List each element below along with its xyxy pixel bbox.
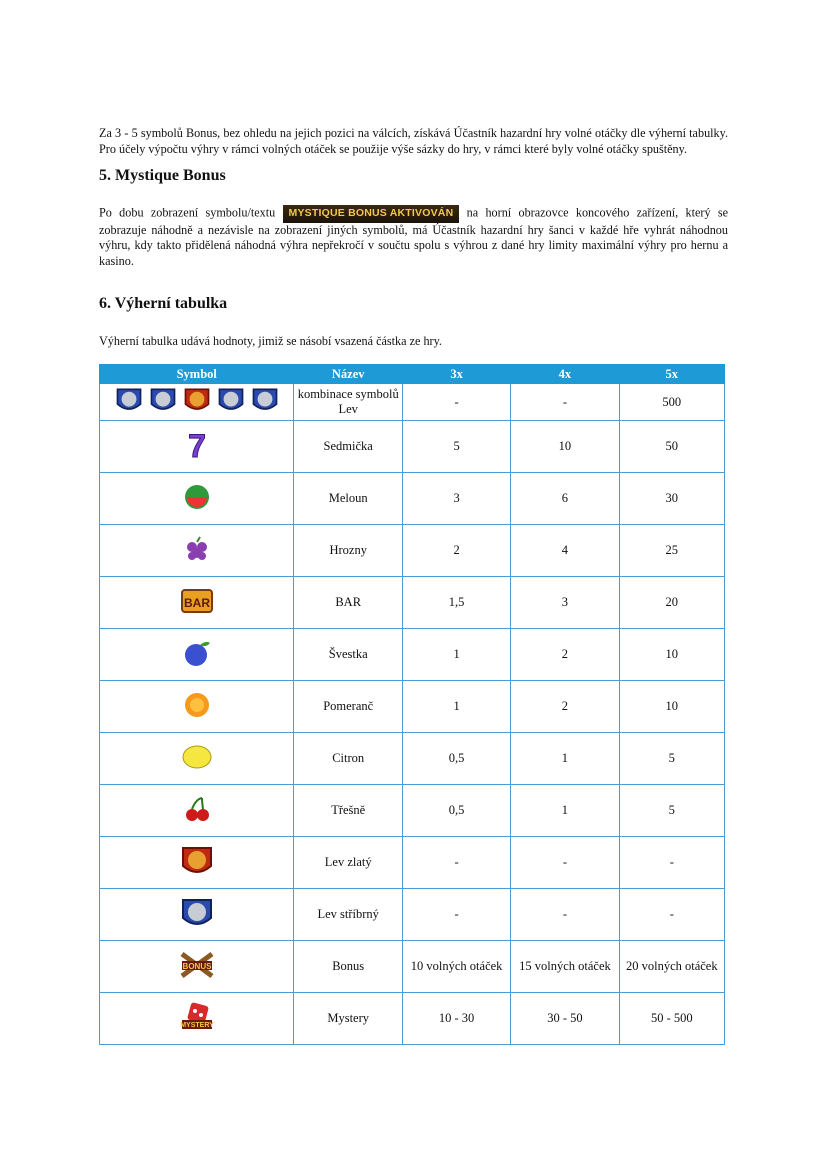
value-3x: - bbox=[402, 384, 510, 421]
value-4x: - bbox=[511, 889, 619, 941]
value-4x: - bbox=[511, 837, 619, 889]
symbol-cell bbox=[100, 733, 294, 785]
table-row bbox=[100, 837, 725, 889]
table-row bbox=[100, 733, 725, 785]
lion-silver-icon bbox=[250, 386, 280, 418]
paytable bbox=[99, 364, 725, 1045]
value-4x: 1 bbox=[511, 785, 619, 837]
seven-icon bbox=[184, 430, 210, 464]
header-name: Název bbox=[294, 365, 402, 384]
value-3x: 5 bbox=[402, 421, 510, 473]
lion-gold-icon bbox=[179, 844, 215, 882]
value-3x: - bbox=[402, 837, 510, 889]
name-cell: Meloun bbox=[294, 473, 402, 525]
value-4x: 2 bbox=[511, 629, 619, 681]
cherry-icon bbox=[182, 794, 212, 828]
value-3x: 1 bbox=[402, 681, 510, 733]
table-row bbox=[100, 577, 725, 629]
table-row bbox=[100, 785, 725, 837]
svg-text:7: 7 bbox=[187, 429, 206, 460]
table-row bbox=[100, 629, 725, 681]
lion-silver-icon bbox=[148, 386, 178, 418]
name-cell: Švestka bbox=[294, 629, 402, 681]
mystery-icon bbox=[180, 1002, 214, 1036]
symbol-cell bbox=[100, 629, 294, 681]
symbol-cell bbox=[100, 384, 294, 421]
value-4x: 4 bbox=[511, 525, 619, 577]
header-5x: 5x bbox=[619, 365, 724, 384]
lemon-icon bbox=[181, 742, 213, 776]
value-3x: 0,5 bbox=[402, 785, 510, 837]
value-4x: 6 bbox=[511, 473, 619, 525]
table-row bbox=[100, 941, 725, 993]
table-row bbox=[100, 681, 725, 733]
value-3x: 2 bbox=[402, 525, 510, 577]
value-5x: - bbox=[619, 837, 724, 889]
value-4x: - bbox=[511, 384, 619, 421]
bar-icon bbox=[181, 588, 213, 618]
symbol-cell bbox=[100, 681, 294, 733]
value-5x: 20 volných otáček bbox=[619, 941, 724, 993]
symbol-cell bbox=[100, 577, 294, 629]
table-row bbox=[100, 421, 725, 473]
name-cell: kombinace symbolů Lev bbox=[294, 384, 402, 421]
value-5x: - bbox=[619, 889, 724, 941]
value-5x: 30 bbox=[619, 473, 724, 525]
name-cell: Citron bbox=[294, 733, 402, 785]
name-cell: Pomeranč bbox=[294, 681, 402, 733]
symbol-cell bbox=[100, 421, 294, 473]
symbol-cell bbox=[100, 837, 294, 889]
svg-text:BAR: BAR bbox=[183, 595, 210, 610]
value-5x: 10 bbox=[619, 681, 724, 733]
lion-gold-icon bbox=[182, 386, 212, 418]
value-3x: 1 bbox=[402, 629, 510, 681]
table-row bbox=[100, 525, 725, 577]
svg-text:BONUS: BONUS bbox=[182, 961, 212, 971]
value-5x: 50 bbox=[619, 421, 724, 473]
section-6-paragraph: Výherní tabulka udává hodnoty, jimiž se násobí vsazená částka ze hry. bbox=[99, 334, 442, 348]
intro-paragraph: Za 3 - 5 symbolů Bonus, bez ohledu na jejich pozici na válcích, získává Účastník hazardní hry volné otáčky dle výherní tabulky. Pro účely výpočtu výhry v rámci volných otáček se použije výše sázky do hry, v rámci které byly volné otáčky spuštěny. bbox=[99, 126, 728, 156]
name-cell: Bonus bbox=[294, 941, 402, 993]
symbol-cell bbox=[100, 525, 294, 577]
value-4x: 15 volných otáček bbox=[511, 941, 619, 993]
table-row bbox=[100, 384, 725, 421]
text-after: na horní obrazovce koncového zařízení, který se zobrazuje náhodně a nezávisle na zobrazení jiných symbolů, má Účastník hazardní hry šanci v každé hře vyhrát náhodnou výhru, kdy takto přidělená náhodná výhra nepřekročí v součtu spolu s výhrou z dané hry limity maximální výhry pro hernu a kasino. bbox=[99, 205, 729, 268]
value-3x: 0,5 bbox=[402, 733, 510, 785]
symbol-cell bbox=[100, 889, 294, 941]
grapes-icon bbox=[182, 534, 212, 568]
value-5x: 50 - 500 bbox=[619, 993, 724, 1045]
section-5-heading: 5. Mystique Bonus bbox=[99, 167, 226, 184]
value-5x: 10 bbox=[619, 629, 724, 681]
value-3x: 1,5 bbox=[402, 577, 510, 629]
value-3x: 10 volných otáček bbox=[402, 941, 510, 993]
plum-icon bbox=[182, 638, 212, 672]
symbol-cell bbox=[100, 785, 294, 837]
symbol-cell bbox=[100, 941, 294, 993]
name-cell: Třešně bbox=[294, 785, 402, 837]
name-cell: Lev stříbrný bbox=[294, 889, 402, 941]
header-symbol: Symbol bbox=[100, 365, 294, 384]
name-cell: Mystery bbox=[294, 993, 402, 1045]
bonus-icon bbox=[179, 951, 215, 983]
section-5-paragraph bbox=[99, 205, 728, 269]
value-5x: 25 bbox=[619, 525, 724, 577]
name-cell: Sedmička bbox=[294, 421, 402, 473]
symbol-cell bbox=[100, 993, 294, 1045]
table-header bbox=[100, 365, 725, 384]
value-4x: 3 bbox=[511, 577, 619, 629]
mystique-bonus-banner: MYSTIQUE BONUS AKTIVOVÁN bbox=[283, 205, 460, 223]
table-row bbox=[100, 993, 725, 1045]
value-3x: 3 bbox=[402, 473, 510, 525]
header-3x: 3x bbox=[402, 365, 510, 384]
name-cell: Lev zlatý bbox=[294, 837, 402, 889]
name-cell: Hrozny bbox=[294, 525, 402, 577]
name-cell: BAR bbox=[294, 577, 402, 629]
value-5x: 5 bbox=[619, 733, 724, 785]
value-4x: 1 bbox=[511, 733, 619, 785]
value-5x: 5 bbox=[619, 785, 724, 837]
header-4x: 4x bbox=[511, 365, 619, 384]
value-3x: 10 - 30 bbox=[402, 993, 510, 1045]
table-row bbox=[100, 889, 725, 941]
svg-text:MYSTERY: MYSTERY bbox=[179, 1021, 214, 1029]
orange-icon bbox=[182, 690, 212, 724]
lion-silver-icon bbox=[216, 386, 246, 418]
value-3x: - bbox=[402, 889, 510, 941]
watermelon-icon bbox=[182, 482, 212, 516]
value-5x: 500 bbox=[619, 384, 724, 421]
text-before: Po dobu zobrazení symbolu/textu bbox=[99, 205, 276, 220]
value-4x: 30 - 50 bbox=[511, 993, 619, 1045]
lion-silver-icon bbox=[114, 386, 144, 418]
value-4x: 2 bbox=[511, 681, 619, 733]
section-6-heading: 6. Výherní tabulka bbox=[99, 295, 228, 312]
symbol-cell bbox=[100, 473, 294, 525]
table-row bbox=[100, 473, 725, 525]
value-5x: 20 bbox=[619, 577, 724, 629]
lion-silver-icon bbox=[179, 896, 215, 934]
value-4x: 10 bbox=[511, 421, 619, 473]
